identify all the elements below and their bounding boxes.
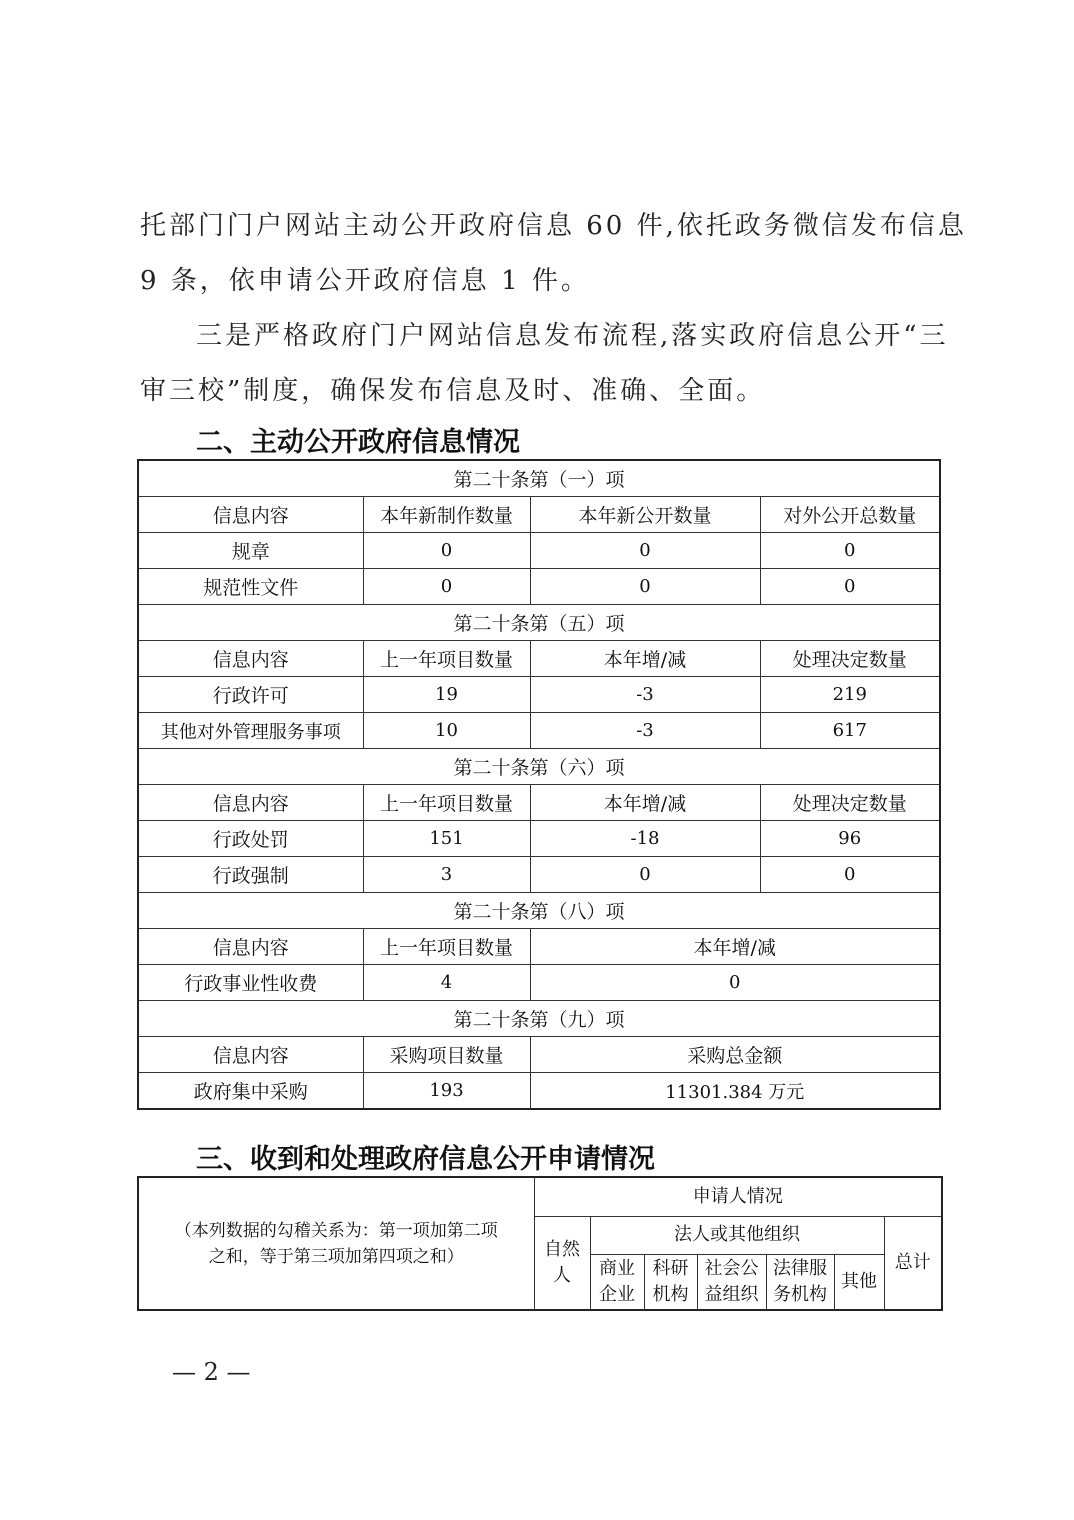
cell-value: 0 bbox=[760, 857, 940, 893]
paragraph-line-2: 9 条，依申请公开政府信息 1 件。 bbox=[140, 266, 590, 296]
header-cell: 本年增/减 bbox=[530, 785, 760, 821]
note-line-2: 之和，等于第三项加第四项之和） bbox=[208, 1246, 464, 1267]
row-label: 行政事业性收费 bbox=[138, 965, 363, 1001]
cell-value: 96 bbox=[760, 821, 940, 857]
note-cell bbox=[138, 1177, 534, 1310]
cell-value: 193 bbox=[363, 1073, 530, 1110]
article-9-title: 第二十条第（九）项 bbox=[138, 1001, 940, 1037]
article-6-title: 第二十条第（六）项 bbox=[138, 749, 940, 785]
cell-value: 0 bbox=[363, 533, 530, 569]
article-8-title: 第二十条第（八）项 bbox=[138, 893, 940, 929]
sub-col-legal-service: 法律服务机构 bbox=[766, 1254, 834, 1310]
cell-value: 4 bbox=[363, 965, 530, 1001]
header-cell: 本年增/减 bbox=[530, 929, 940, 965]
table-section-title-row bbox=[138, 749, 940, 785]
cell-value: -3 bbox=[530, 713, 760, 749]
table-section-title-row bbox=[138, 1001, 940, 1037]
section-heading-3: 三、收到和处理政府信息公开申请情况 bbox=[196, 1144, 655, 1175]
header-cell: 本年新公开数量 bbox=[530, 497, 760, 533]
header-cell: 信息内容 bbox=[138, 1037, 363, 1073]
table-section-title-row bbox=[138, 893, 940, 929]
sub-col-research: 科研机构 bbox=[644, 1254, 697, 1310]
sub-col-public-welfare: 社会公益组织 bbox=[697, 1254, 766, 1310]
header-cell: 采购总金额 bbox=[530, 1037, 940, 1073]
header-cell: 处理决定数量 bbox=[760, 641, 940, 677]
sub-col-commercial: 商业企业 bbox=[590, 1254, 644, 1310]
table-row bbox=[138, 821, 940, 857]
table-row bbox=[138, 533, 940, 569]
header-cell: 信息内容 bbox=[138, 785, 363, 821]
header-cell: 采购项目数量 bbox=[363, 1037, 530, 1073]
header-cell: 上一年项目数量 bbox=[363, 641, 530, 677]
cell-value: -18 bbox=[530, 821, 760, 857]
paragraph-line-1: 托部门门户网站主动公开政府信息 60 件,依托政务微信发布信息 bbox=[140, 211, 967, 241]
cell-value: 151 bbox=[363, 821, 530, 857]
table-row bbox=[138, 569, 940, 605]
article-1-title: 第二十条第（一）项 bbox=[138, 460, 940, 497]
cell-value: 219 bbox=[760, 677, 940, 713]
cell-value: 0 bbox=[363, 569, 530, 605]
row-label: 政府集中采购 bbox=[138, 1073, 363, 1110]
table-header-row bbox=[138, 929, 940, 965]
table-header-row bbox=[138, 1037, 940, 1073]
header-cell: 上一年项目数量 bbox=[363, 785, 530, 821]
row-label: 其他对外管理服务事项 bbox=[138, 713, 363, 749]
proactive-disclosure-table bbox=[137, 459, 941, 1110]
cell-value: 0 bbox=[530, 569, 760, 605]
cell-value: 0 bbox=[530, 965, 940, 1001]
cell-value: 0 bbox=[530, 857, 760, 893]
page-number: — 2 — bbox=[172, 1358, 251, 1386]
row-label: 行政许可 bbox=[138, 677, 363, 713]
header-cell: 处理决定数量 bbox=[760, 785, 940, 821]
row-label: 行政强制 bbox=[138, 857, 363, 893]
header-cell: 信息内容 bbox=[138, 497, 363, 533]
table-header-row bbox=[138, 785, 940, 821]
application-table bbox=[137, 1176, 943, 1311]
cell-value: -3 bbox=[530, 677, 760, 713]
table-row bbox=[138, 857, 940, 893]
legal-org-header: 法人或其他组织 bbox=[590, 1216, 884, 1254]
cell-value: 11301.384 万元 bbox=[530, 1073, 940, 1110]
header-cell: 本年新制作数量 bbox=[363, 497, 530, 533]
header-cell: 信息内容 bbox=[138, 641, 363, 677]
cell-value: 0 bbox=[760, 569, 940, 605]
table-section-title-row bbox=[138, 460, 940, 497]
table-header-row bbox=[138, 641, 940, 677]
paragraph-line-4: 审三校”制度，确保发布信息及时、准确、全面。 bbox=[140, 376, 766, 406]
header-cell: 对外公开总数量 bbox=[760, 497, 940, 533]
row-label: 规章 bbox=[138, 533, 363, 569]
note-line-1: （本列数据的勾稽关系为：第一项加第二项 bbox=[174, 1220, 498, 1241]
cell-value: 3 bbox=[363, 857, 530, 893]
article-5-title: 第二十条第（五）项 bbox=[138, 605, 940, 641]
paragraph-line-3: 三是严格政府门户网站信息发布流程,落实政府信息公开“三 bbox=[196, 321, 949, 351]
table-row bbox=[138, 1073, 940, 1110]
cell-value: 10 bbox=[363, 713, 530, 749]
applicant-header: 申请人情况 bbox=[534, 1177, 942, 1216]
cell-value: 0 bbox=[530, 533, 760, 569]
table-row bbox=[138, 677, 940, 713]
row-label: 行政处罚 bbox=[138, 821, 363, 857]
table-row bbox=[138, 965, 940, 1001]
sub-col-other: 其他 bbox=[834, 1254, 884, 1310]
total-header: 总计 bbox=[884, 1216, 942, 1310]
natural-person-header: 自然人 bbox=[534, 1216, 590, 1310]
table-row bbox=[138, 713, 940, 749]
cell-value: 19 bbox=[363, 677, 530, 713]
header-cell: 本年增/减 bbox=[530, 641, 760, 677]
section-heading-2: 二、主动公开政府信息情况 bbox=[196, 427, 520, 458]
cell-value: 617 bbox=[760, 713, 940, 749]
row-label: 规范性文件 bbox=[138, 569, 363, 605]
table-header-row bbox=[138, 497, 940, 533]
header-cell: 上一年项目数量 bbox=[363, 929, 530, 965]
header-cell: 信息内容 bbox=[138, 929, 363, 965]
cell-value: 0 bbox=[760, 533, 940, 569]
table-section-title-row bbox=[138, 605, 940, 641]
